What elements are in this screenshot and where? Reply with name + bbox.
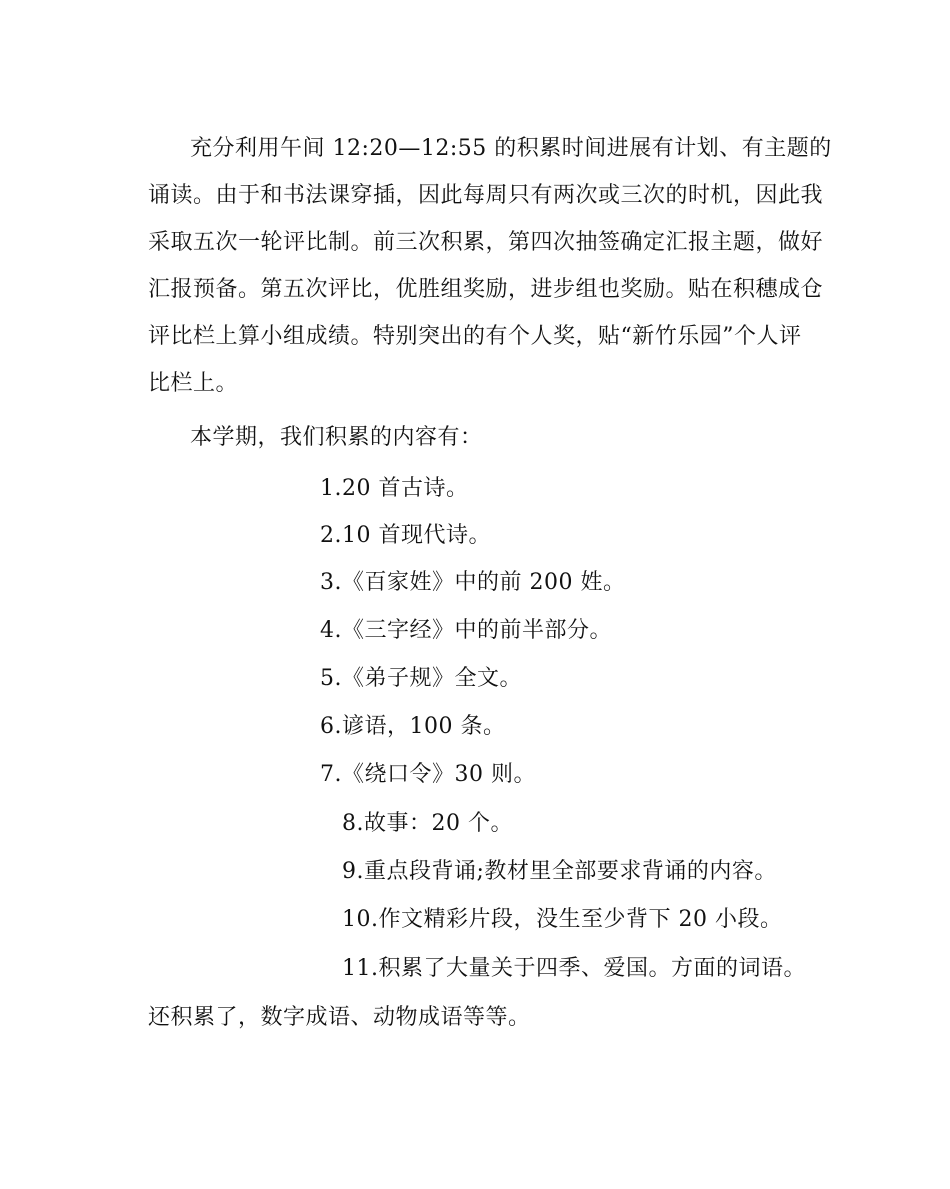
paragraph-1-line-4: 汇报预备。第五次评比，优胜组奖励，进步组也奖励。贴在积穗成仓 (148, 277, 824, 302)
list-item-4: 4.《三字经》中的前半部分。 (320, 618, 612, 643)
list-item-5: 5.《弟子规》全文。 (320, 666, 522, 691)
list-item-6: 6.谚语，100 条。 (320, 714, 506, 739)
paragraph-1-line-1: 充分利用午间 12:20—12:55 的积累时间进展有计划、有主题的 (190, 136, 832, 161)
paragraph-1-line-6: 比栏上。 (148, 371, 239, 396)
list-item-9: 9.重点段背诵;教材里全部要求背诵的内容。 (342, 859, 777, 884)
paragraph-1-line-3: 采取五次一轮评比制。前三次积累，第四次抽签确定汇报主题，做好 (148, 230, 824, 255)
closing-line: 还积累了，数字成语、动物成语等等。 (148, 1005, 531, 1030)
list-item-3: 3.《百家姓》中的前 200 姓。 (320, 570, 626, 595)
list-item-8: 8.故事：20 个。 (342, 811, 513, 836)
list-item-11: 11.积累了大量关于四季、爱国。方面的词语。 (342, 956, 806, 981)
list-item-1: 1.20 首古诗。 (320, 476, 469, 501)
paragraph-1-line-5: 评比栏上算小组成绩。特别突出的有个人奖，贴“新竹乐园”个人评 (148, 324, 802, 349)
list-item-2: 2.10 首现代诗。 (320, 523, 491, 548)
intro-line: 本学期，我们积累的内容有： (190, 425, 483, 450)
list-item-10: 10.作文精彩片段，没生至少背下 20 小段。 (342, 907, 783, 932)
list-item-7: 7.《绕口令》30 则。 (320, 762, 536, 787)
paragraph-1-line-2: 诵读。由于和书法课穿插，因此每周只有两次或三次的时机，因此我 (148, 183, 824, 208)
